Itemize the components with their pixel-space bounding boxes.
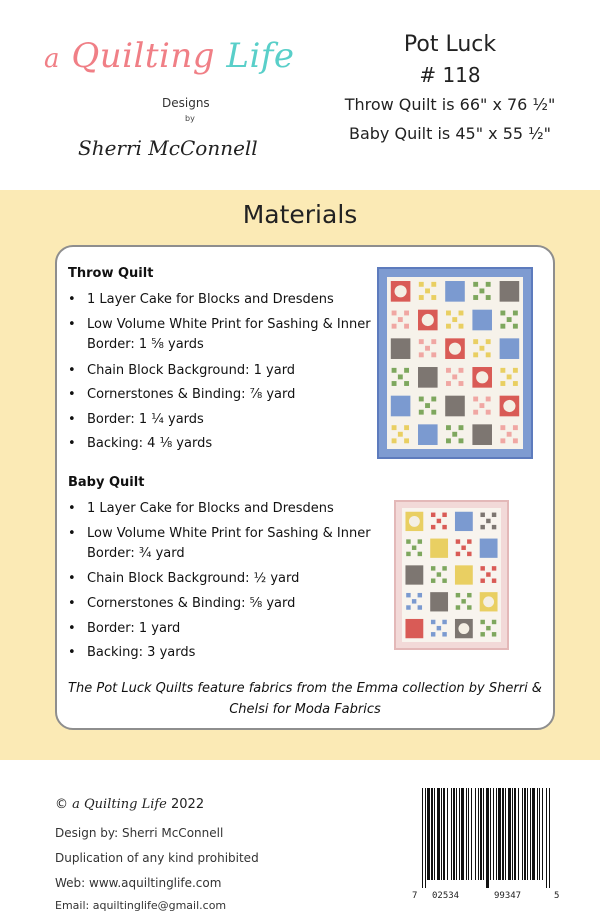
- barcode-bar: [502, 788, 504, 880]
- quilt-chain-square: [431, 282, 436, 287]
- quilt-chain-square: [446, 368, 451, 373]
- quilt-square-block: [391, 396, 411, 417]
- barcode-bar: [427, 788, 430, 880]
- barcode: [420, 788, 552, 896]
- quilt-square-block: [418, 367, 438, 388]
- quilt-chain-square: [442, 578, 446, 582]
- quilt-chain-square: [404, 324, 409, 329]
- quilt-dresden: [394, 284, 408, 298]
- quilt-chain-square: [452, 317, 457, 322]
- barcode-bar: [522, 788, 523, 880]
- logo-author-signature: Sherri McConnell: [78, 136, 258, 160]
- quilt-chain-square: [404, 438, 409, 443]
- quilt-chain-square: [486, 572, 490, 576]
- barcode-bar: [514, 788, 516, 880]
- quilt-chain-square: [492, 525, 496, 529]
- logo-word-life: Life: [226, 36, 295, 76]
- barcode-bar: [518, 788, 519, 880]
- quilt-chain-square: [406, 539, 410, 543]
- quilt-chain-square: [456, 605, 460, 609]
- quilt-chain-square: [437, 626, 441, 630]
- quilt-chain-square: [467, 593, 471, 597]
- barcode-bar: [437, 788, 440, 880]
- barcode-bar: [512, 788, 513, 880]
- quilt-chain-square: [452, 374, 457, 379]
- list-item: • Cornerstones & Binding: ⅝ yard: [68, 596, 296, 611]
- barcode-bar: [475, 788, 476, 880]
- quilt-square-block: [480, 539, 498, 558]
- barcode-bar: [468, 788, 469, 880]
- quilt-chain-square: [442, 620, 446, 624]
- quilt-chain-square: [456, 552, 460, 556]
- quilt-chain-square: [513, 368, 518, 373]
- barcode-bars: [420, 788, 552, 888]
- quilt-square-block: [455, 565, 473, 584]
- quilt-chain-square: [507, 374, 512, 379]
- baby-quilt-heading: Baby Quilt: [68, 475, 145, 490]
- quilt-chain-square: [480, 525, 484, 529]
- quilt-chain-square: [404, 381, 409, 386]
- quilt-chain-square: [404, 311, 409, 316]
- barcode-bar: [539, 788, 540, 880]
- quilt-square-block: [445, 281, 465, 302]
- list-item: • Chain Block Background: ½ yard: [68, 571, 300, 586]
- quilt-chain-square: [479, 403, 484, 408]
- quilt-chain-square: [431, 632, 435, 636]
- quilt-dresden: [457, 622, 470, 635]
- barcode-bar: [425, 788, 426, 888]
- barcode-bar: [496, 788, 497, 880]
- quilt-chain-square: [431, 525, 435, 529]
- barcode-bar: [441, 788, 442, 880]
- quilt-dresden: [421, 313, 435, 327]
- barcode-bar: [456, 788, 457, 880]
- list-item: • 1 Layer Cake for Blocks and Dresdens: [68, 501, 334, 516]
- throw-quilt-top: [387, 277, 523, 449]
- quilt-chain-square: [459, 438, 464, 443]
- quilt-chain-square: [473, 410, 478, 415]
- quilt-chain-square: [418, 539, 422, 543]
- copyright-year: 2022: [171, 797, 205, 812]
- quilt-chain-square: [486, 519, 490, 523]
- quilt-chain-square: [486, 352, 491, 357]
- quilt-chain-square: [398, 374, 403, 379]
- barcode-bar: [505, 788, 506, 880]
- barcode-bar: [459, 788, 460, 880]
- quilt-chain-square: [513, 324, 518, 329]
- quilt-chain-square: [480, 513, 484, 517]
- quilt-chain-square: [418, 593, 422, 597]
- baby-quilt-size: Baby Quilt is 45" x 55 ½": [348, 124, 551, 143]
- quilt-square-block: [472, 310, 492, 331]
- quilt-chain-square: [507, 317, 512, 322]
- list-item: • Low Volume White Print for Sashing & Inner Border: ¾ yard: [68, 526, 371, 561]
- quilt-chain-square: [500, 311, 505, 316]
- quilt-chain-square: [486, 295, 491, 300]
- barcode-bar: [530, 788, 531, 880]
- quilt-square-block: [445, 396, 465, 417]
- barcode-bar: [461, 788, 464, 880]
- barcode-bar: [508, 788, 511, 880]
- quilt-chain-square: [392, 324, 397, 329]
- quilt-chain-square: [446, 324, 451, 329]
- quilt-chain-square: [392, 425, 397, 430]
- quilt-chain-square: [431, 513, 435, 517]
- barcode-lead-digit: 7: [412, 891, 418, 901]
- quilt-chain-square: [500, 381, 505, 386]
- quilt-chain-square: [419, 397, 424, 402]
- quilt-dresden: [408, 515, 421, 528]
- logo-word-a: a: [44, 44, 61, 74]
- quilt-chain-square: [507, 432, 512, 437]
- quilt-square-block: [430, 592, 448, 611]
- quilt-background: [387, 277, 523, 449]
- quilt-square-block: [472, 424, 492, 445]
- quilt-chain-square: [418, 552, 422, 556]
- fabric-collection-note: The Pot Luck Quilts feature fabrics from the Emma collection by Sherri & Chelsi for Moda Fabrics: [68, 681, 542, 717]
- quilt-chain-square: [492, 513, 496, 517]
- pattern-name: Pot Luck: [403, 32, 497, 57]
- quilt-chain-square: [431, 339, 436, 344]
- quilt-chain-square: [459, 381, 464, 386]
- quilt-chain-square: [442, 566, 446, 570]
- quilt-chain-square: [392, 438, 397, 443]
- materials-title: Materials: [242, 200, 358, 229]
- quilt-chain-square: [480, 620, 484, 624]
- quilt-chain-square: [418, 605, 422, 609]
- quilt-chain-square: [392, 368, 397, 373]
- quilt-chain-square: [431, 295, 436, 300]
- quilt-dresden: [482, 595, 495, 608]
- list-item: • Border: 1 yard: [68, 621, 181, 636]
- quilt-square-block: [500, 338, 520, 359]
- list-item: • Cornerstones & Binding: ⅞ yard: [68, 387, 296, 402]
- quilt-chain-square: [406, 605, 410, 609]
- barcode-bar: [549, 788, 550, 888]
- quilt-chain-square: [479, 288, 484, 293]
- quilt-chain-square: [437, 572, 441, 576]
- quilt-chain-square: [425, 346, 430, 351]
- quilt-chain-square: [404, 425, 409, 430]
- quilt-chain-square: [500, 368, 505, 373]
- barcode-bar: [486, 788, 489, 888]
- website: Web: www.aquiltinglife.com: [55, 876, 222, 890]
- quilt-chain-square: [467, 605, 471, 609]
- barcode-bar: [537, 788, 538, 880]
- quilt-chain-square: [446, 381, 451, 386]
- barcode-left-digits: 02534: [432, 891, 460, 901]
- quilt-chain-square: [500, 324, 505, 329]
- barcode-bar: [532, 788, 535, 880]
- quilt-chain-square: [467, 539, 471, 543]
- quilt-chain-square: [452, 432, 457, 437]
- quilt-dresden: [448, 342, 462, 356]
- barcode-right-digits: 99347: [494, 891, 522, 901]
- barcode-bar: [480, 788, 482, 880]
- list-item: • Backing: 3 yards: [68, 645, 196, 660]
- quilt-chain-square: [431, 566, 435, 570]
- list-item: • Backing: 4 ⅛ yards: [68, 436, 213, 451]
- barcode-bar: [527, 788, 528, 880]
- design-credit: Design by: Sherri McConnell: [55, 826, 224, 840]
- quilt-chain-square: [480, 566, 484, 570]
- copyright-brand: a Quilting Life: [72, 797, 167, 812]
- quilt-chain-square: [431, 410, 436, 415]
- pattern-number: # 118: [419, 63, 481, 87]
- barcode-bar: [453, 788, 455, 880]
- quilt-chain-square: [513, 311, 518, 316]
- quilt-chain-square: [398, 432, 403, 437]
- quilt-chain-square: [442, 513, 446, 517]
- quilt-square-block: [405, 565, 423, 584]
- quilt-chain-square: [486, 282, 491, 287]
- throw-quilt-size: Throw Quilt is 66" x 76 ½": [344, 95, 556, 114]
- quilt-chain-square: [456, 539, 460, 543]
- quilt-square-block: [418, 424, 438, 445]
- quilt-chain-square: [392, 311, 397, 316]
- brand-logo: [44, 36, 295, 76]
- copyright-line: © a Quilting Life 2022: [55, 797, 205, 812]
- quilt-chain-square: [486, 410, 491, 415]
- quilt-dresden: [475, 370, 489, 384]
- quilt-square-block: [391, 338, 411, 359]
- barcode-bar: [498, 788, 501, 880]
- baby-quilt-top: [402, 508, 501, 642]
- barcode-bar: [524, 788, 526, 880]
- barcode-bar: [447, 788, 448, 880]
- quilt-square-block: [430, 539, 448, 558]
- list-item: • Low Volume White Print for Sashing & Inner Border: 1 ⅝ yards: [68, 317, 371, 352]
- email: Email: aquiltinglife@gmail.com: [55, 899, 227, 912]
- barcode-bar: [422, 788, 423, 888]
- quilt-chain-square: [473, 282, 478, 287]
- quilt-chain-square: [492, 632, 496, 636]
- quilt-chain-square: [473, 397, 478, 402]
- quilt-chain-square: [486, 339, 491, 344]
- barcode-bar: [478, 788, 479, 880]
- quilt-chain-square: [459, 425, 464, 430]
- quilt-chain-square: [456, 593, 460, 597]
- barcode-bar: [493, 788, 494, 880]
- quilt-chain-square: [419, 282, 424, 287]
- barcode-bar: [434, 788, 435, 880]
- barcode-check-digit: 5: [554, 891, 560, 901]
- quilt-chain-square: [398, 317, 403, 322]
- barcode-bar: [431, 788, 433, 880]
- barcode-bar: [471, 788, 472, 880]
- barcode-bar: [443, 788, 445, 880]
- quilt-chain-square: [500, 438, 505, 443]
- quilt-chain-square: [419, 295, 424, 300]
- quilt-chain-square: [404, 368, 409, 373]
- quilt-chain-square: [431, 352, 436, 357]
- quilt-chain-square: [419, 339, 424, 344]
- throw-quilt-heading: Throw Quilt: [68, 266, 154, 281]
- quilt-square-block: [500, 281, 520, 302]
- quilt-chain-square: [467, 552, 471, 556]
- barcode-bar: [546, 788, 547, 888]
- quilt-chain-square: [425, 288, 430, 293]
- quilt-chain-square: [431, 620, 435, 624]
- quilt-chain-square: [473, 352, 478, 357]
- quilt-chain-square: [442, 632, 446, 636]
- quilt-chain-square: [437, 519, 441, 523]
- barcode-bar: [490, 788, 491, 880]
- quilt-chain-square: [461, 546, 465, 550]
- quilt-chain-square: [431, 397, 436, 402]
- quilt-chain-square: [459, 324, 464, 329]
- barcode-bar: [542, 788, 543, 880]
- barcode-bar: [466, 788, 467, 880]
- quilt-chain-square: [473, 295, 478, 300]
- quilt-chain-square: [392, 381, 397, 386]
- quilt-chain-square: [513, 381, 518, 386]
- throw-quilt-image: [377, 267, 533, 459]
- quilt-chain-square: [486, 397, 491, 402]
- quilt-square-block: [405, 619, 423, 638]
- quilt-chain-square: [412, 546, 416, 550]
- quilt-chain-square: [513, 438, 518, 443]
- quilt-chain-square: [492, 620, 496, 624]
- quilt-chain-square: [480, 578, 484, 582]
- quilt-chain-square: [486, 626, 490, 630]
- list-item: • Border: 1 ¼ yards: [68, 412, 204, 427]
- quilt-chain-square: [492, 578, 496, 582]
- quilt-chain-square: [442, 525, 446, 529]
- quilt-chain-square: [461, 599, 465, 603]
- logo-by: by: [185, 114, 195, 123]
- logo-word-quilting: Quilting: [71, 36, 216, 76]
- quilt-chain-square: [492, 566, 496, 570]
- barcode-bar: [451, 788, 452, 880]
- quilt-chain-square: [459, 368, 464, 373]
- quilt-chain-square: [406, 593, 410, 597]
- quilt-chain-square: [431, 578, 435, 582]
- quilt-chain-square: [419, 410, 424, 415]
- pattern-title-block: [320, 30, 580, 148]
- quilt-chain-square: [425, 403, 430, 408]
- baby-quilt-image: [394, 500, 509, 650]
- quilt-chain-square: [446, 438, 451, 443]
- barcode-bar: [483, 788, 484, 880]
- quilt-chain-square: [406, 552, 410, 556]
- quilt-chain-square: [480, 632, 484, 636]
- quilt-chain-square: [473, 339, 478, 344]
- quilt-chain-square: [412, 599, 416, 603]
- logo-designs: Designs: [162, 96, 210, 110]
- quilt-chain-square: [446, 425, 451, 430]
- quilt-chain-square: [459, 311, 464, 316]
- list-item: • Chain Block Background: 1 yard: [68, 363, 296, 378]
- quilt-chain-square: [419, 352, 424, 357]
- list-item: • 1 Layer Cake for Blocks and Dresdens: [68, 292, 334, 307]
- quilt-chain-square: [500, 425, 505, 430]
- quilt-chain-square: [446, 311, 451, 316]
- quilt-square-block: [455, 512, 473, 531]
- quilt-chain-square: [513, 425, 518, 430]
- quilt-dresden: [502, 399, 516, 413]
- quilt-chain-square: [479, 346, 484, 351]
- duplication-notice: Duplication of any kind prohibited: [55, 851, 259, 865]
